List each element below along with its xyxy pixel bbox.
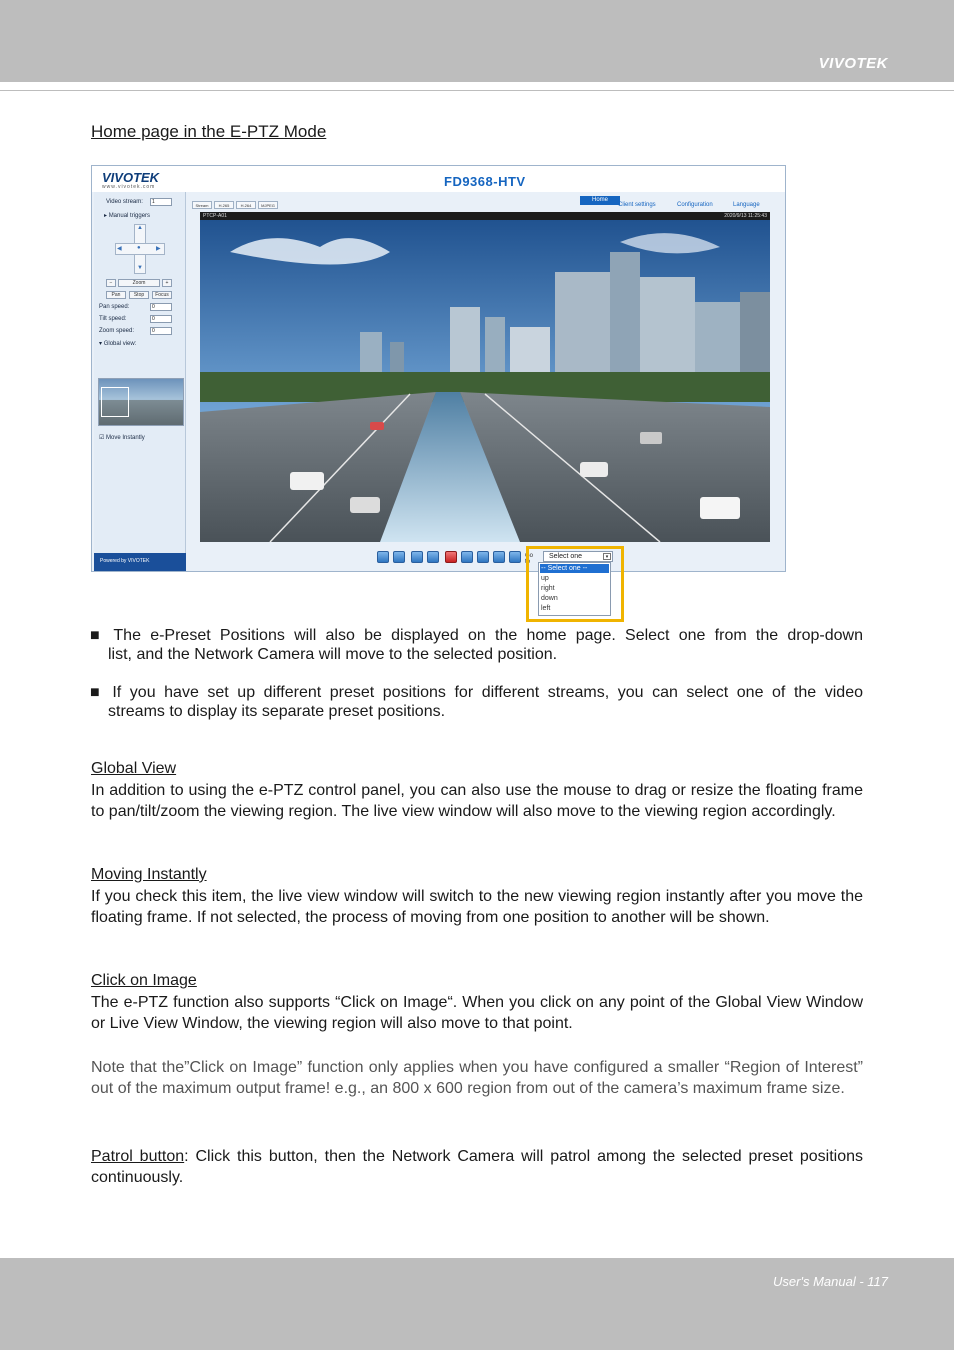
click-on-image-note: Note that the”Click on Image” function only applies when you have configured a smaller “Region of Interest” out of the maximum output frame! e.g., an 800 x 600 region from out of the camera’s maximum frame size. [91, 1059, 863, 1097]
stop-button-control[interactable] [427, 551, 439, 563]
figure-top-bar [92, 166, 786, 192]
vivotek-logo: VIVOTEK [102, 170, 160, 185]
bullet-line: streams to display its separate preset positions. [108, 703, 446, 720]
patrol-button-description [91, 1146, 863, 1188]
goto-selected-value: Select one [549, 553, 583, 560]
powered-by-bar [94, 553, 186, 571]
chevron-down-icon: ▾ [603, 553, 611, 560]
tilt-speed-select[interactable]: 0 [150, 315, 172, 323]
digital-zoom-button[interactable] [393, 551, 405, 563]
talk-button[interactable] [477, 551, 489, 563]
preset-option-1[interactable]: up [541, 575, 549, 582]
main-view-area [192, 196, 774, 571]
zoom-out-button[interactable]: − [106, 279, 116, 287]
header-divider [0, 90, 954, 91]
bullet-preset-positions [90, 626, 863, 664]
vivotek-logo-url: www.vivotek.com [102, 184, 156, 190]
page-header [0, 0, 954, 82]
live-view-overlay-bar [200, 212, 770, 220]
nav-home[interactable]: Home [580, 196, 620, 205]
click-on-image-body: The e-PTZ function also supports “Click on Image“. When you click on any point of the Global View Window or Live View Window, the viewing region will also move to that point. [91, 994, 863, 1032]
nav-language[interactable]: Language [733, 202, 760, 208]
fullscreen-button[interactable] [509, 551, 521, 563]
pause-button[interactable] [411, 551, 423, 563]
zoom-speed-select[interactable]: 0 [150, 327, 172, 335]
bullet-line: ■ If you have set up different preset positions for different streams, you can select one of the video [90, 684, 863, 701]
manual-triggers-label: ▸ Manual triggers [104, 213, 151, 219]
page-footer [0, 1258, 954, 1350]
nav-client-settings[interactable]: Client settings [618, 202, 656, 208]
powered-by-text: Powered by VIVOTEK [100, 558, 150, 564]
pan-right-icon[interactable]: ▶ [156, 246, 161, 252]
stop-button[interactable]: Stop [129, 291, 149, 299]
live-view-image [200, 212, 770, 542]
timestamp-overlay: 2020/9/13 11:25:43 [724, 213, 767, 219]
camera-model-title: FD9368-HTV [444, 174, 526, 189]
eptz-homepage-screenshot [91, 165, 786, 572]
bullet-line: ■ The e-Preset Positions will also be displayed on the home page. Select one from the drop-down [90, 627, 863, 644]
camera-name-overlay: PTCP-A01 [203, 213, 227, 219]
stream-tab-2[interactable]: H.264 [236, 201, 256, 209]
pan-down-icon[interactable]: ▼ [137, 265, 143, 271]
mute-button[interactable] [493, 551, 505, 563]
volume-button[interactable] [461, 551, 473, 563]
preset-option-3[interactable]: down [541, 595, 558, 602]
pan-button[interactable]: Pan [106, 291, 126, 299]
global-view-body: In addition to using the e-PTZ control panel, you can also use the mouse to drag or resize the floating frame to pan/tilt/zoom the viewing region. The live view window will also move to the viewing region accordingly. [91, 782, 863, 820]
global-view-toggle[interactable]: ▾ Global view: [99, 341, 137, 347]
bullet-line: list, and the Network Camera will move to the selected position. [108, 646, 558, 663]
preset-option-0[interactable]: -- Select one -- [540, 564, 609, 573]
live-view-window[interactable] [200, 212, 770, 542]
click-on-image-heading: Click on Image [91, 972, 197, 989]
move-instantly-checkbox[interactable]: ☑ Move Instantly [99, 435, 145, 441]
patrol-button-body: : Click this button, then the Network Camera will patrol among the selected preset positions continuously. [91, 1148, 863, 1186]
moving-instantly-body: If you check this item, the live view window will switch to the new viewing region instantly after you move the floating frame. If not selected, the process of moving from one position to another will be shown. [91, 888, 863, 926]
dropdown-highlight-box [526, 546, 624, 622]
patrol-button-term: Patrol button [91, 1148, 185, 1165]
snapshot-button[interactable] [377, 551, 389, 563]
pan-speed-select[interactable]: 0 [150, 303, 172, 311]
pan-speed-label: Pan speed: [99, 304, 130, 310]
section-title: Home page in the E-PTZ Mode [91, 122, 327, 141]
nav-configuration[interactable]: Configuration [677, 202, 713, 208]
tilt-speed-label: Tilt speed: [99, 316, 127, 322]
zoom-speed-label: Zoom speed: [99, 328, 135, 334]
home-position-icon[interactable]: ● [137, 245, 141, 251]
zoom-label: Zoom [118, 279, 160, 287]
focus-button[interactable]: Focus [152, 291, 172, 299]
eptz-control-panel [94, 192, 186, 571]
goto-label: Go to [525, 553, 534, 565]
video-stream-select[interactable]: 1 [150, 198, 172, 206]
bullet-different-streams [90, 683, 863, 721]
stream-tab-3[interactable]: MJPEG [258, 201, 278, 209]
global-view-heading: Global View [91, 760, 177, 777]
header-brand: VIVOTEK [818, 55, 888, 72]
record-button[interactable] [445, 551, 457, 563]
preset-option-4[interactable]: left [541, 605, 551, 612]
global-view-window[interactable] [98, 378, 184, 426]
stream-tab-0[interactable]: Stream [192, 201, 212, 209]
pan-up-icon[interactable]: ▲ [137, 225, 143, 231]
video-stream-label: Video stream: [106, 199, 143, 205]
preset-option-2[interactable]: right [541, 585, 555, 592]
page-number: User's Manual - 117 [773, 1274, 888, 1289]
zoom-in-button[interactable]: + [162, 279, 172, 287]
floating-frame[interactable] [101, 387, 129, 417]
pan-left-icon[interactable]: ◀ [117, 246, 122, 252]
stream-tab-1[interactable]: H.265 [214, 201, 234, 209]
moving-instantly-heading: Moving Instantly [91, 866, 207, 883]
